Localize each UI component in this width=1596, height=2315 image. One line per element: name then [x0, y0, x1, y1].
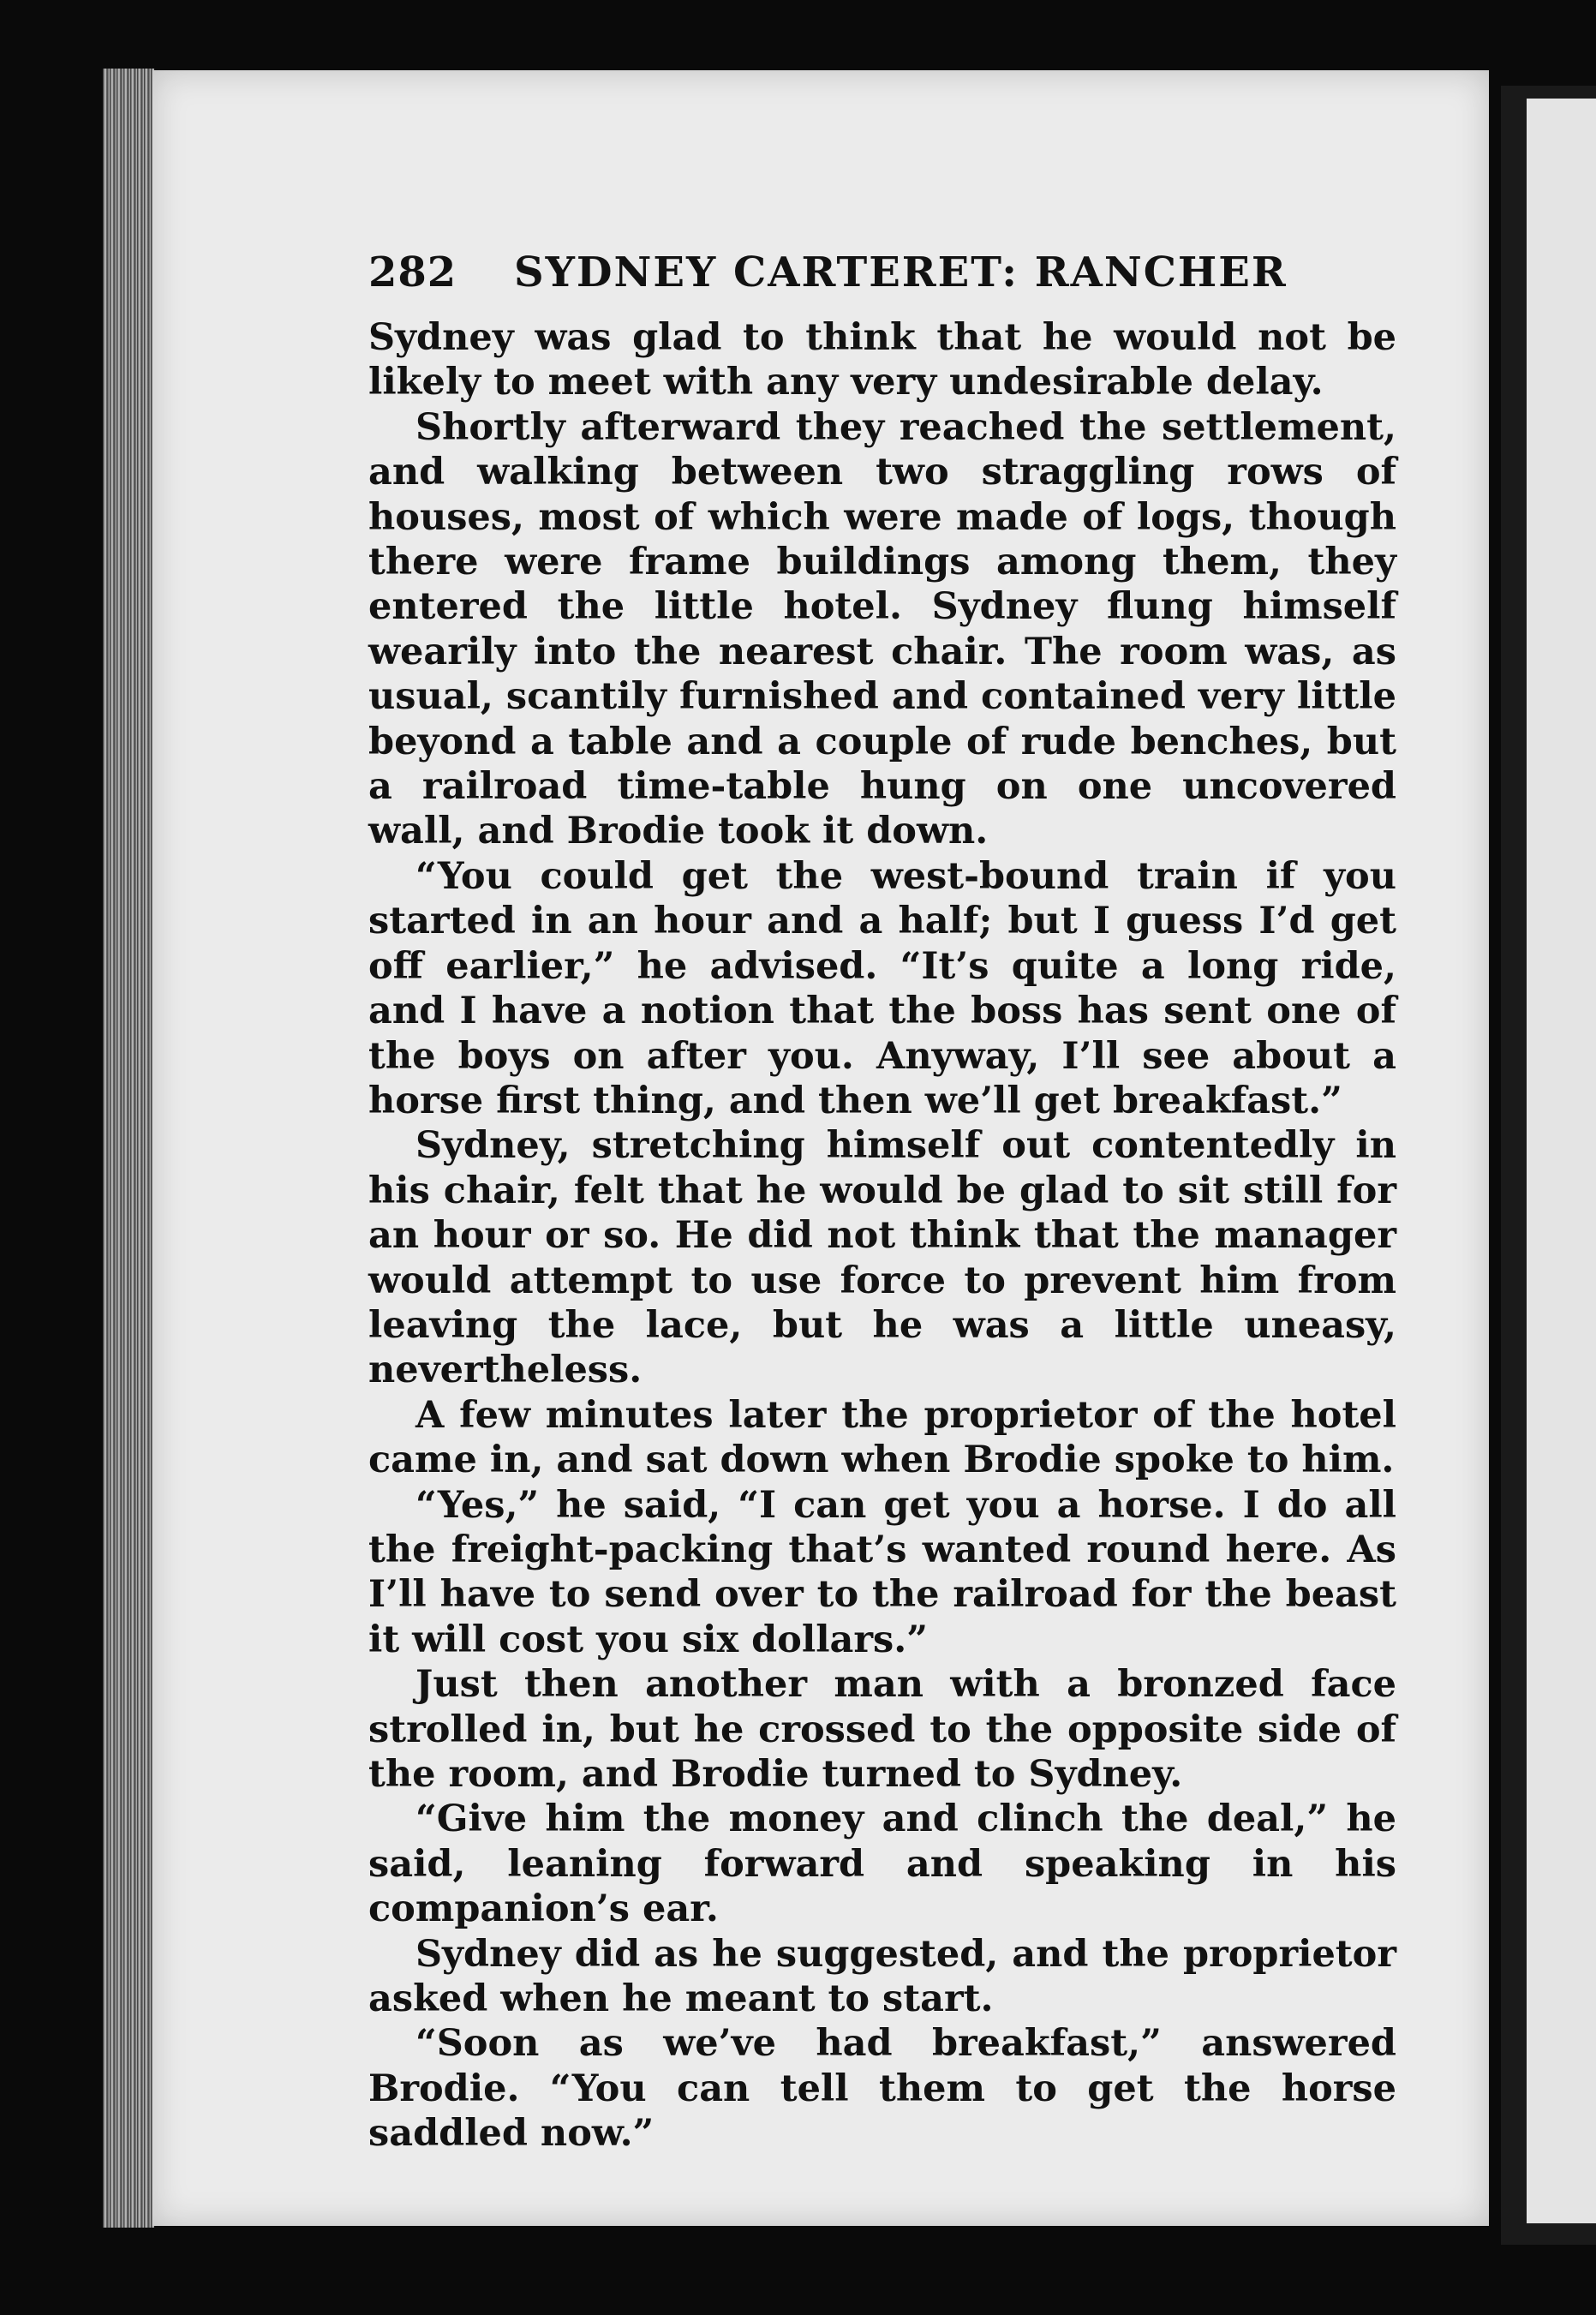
- page-text-block: [368, 248, 1396, 2156]
- paragraph: Sydney did as he suggested, and the proprietor asked when he meant to start.: [368, 1932, 1396, 2021]
- paragraph: “Soon as we’ve had breakfast,” answered Brodie. “You can tell them to get the horse saddled now.”: [368, 2022, 1396, 2156]
- paragraph: “You could get the west-bound train if you started in an hour and a half; but I guess I’d get off earlier,” he advised. “It’s quite a long ride, and I have a notion that the boss has sent one of the boys on after you. Anyway, I’ll see about a horse first thing, and then we’ll get breakfast.”: [368, 854, 1396, 1122]
- paragraph: “Give him the money and clinch the deal,” he said, leaning forward and speaking in his companion’s ear.: [368, 1798, 1396, 1931]
- paragraph: Shortly afterward they reached the settlement, and walking between two straggling rows of houses, most of which were made of logs, though there were frame buildings among them, they entered the little hotel. Sydney flung himself wearily into the nearest chair. The room was, as usual, scantily furnished and contained very little beyond a table and a couple of rude benches, but a railroad time-table hung on one uncovered wall, and Brodie took it down.: [368, 405, 1396, 853]
- paragraph: Just then another man with a bronzed face strolled in, but he crossed to the opposite side of the room, and Brodie turned to Sydney.: [368, 1663, 1396, 1796]
- book-binding-edge: [103, 69, 154, 2228]
- running-head: SYDNEY CARTERET: RANCHER: [514, 248, 1288, 296]
- paragraph: Sydney, stretching himself out contentedly in his chair, felt that he would be glad to sit still for an hour or so. He did not think that the manager would attempt to use force to prevent him from leaving the lace, but he was a little uneasy, nevertheless.: [368, 1124, 1396, 1392]
- paragraph: A few minutes later the proprietor of the hotel came in, and sat down when Brodie spoke to him.: [368, 1393, 1396, 1482]
- page-header: [368, 248, 1396, 315]
- paragraph: Sydney was glad to think that he would not be likely to meet with any very undesirable delay.: [368, 316, 1396, 404]
- facing-page-sliver: [1527, 99, 1596, 2223]
- page-number: 282: [368, 248, 457, 296]
- paragraph: “Yes,” he said, “I can get you a horse. I do all the freight-packing that’s wanted round here. As I’ll have to send over to the railroad for the beast it will cost you six dollars.”: [368, 1483, 1396, 1661]
